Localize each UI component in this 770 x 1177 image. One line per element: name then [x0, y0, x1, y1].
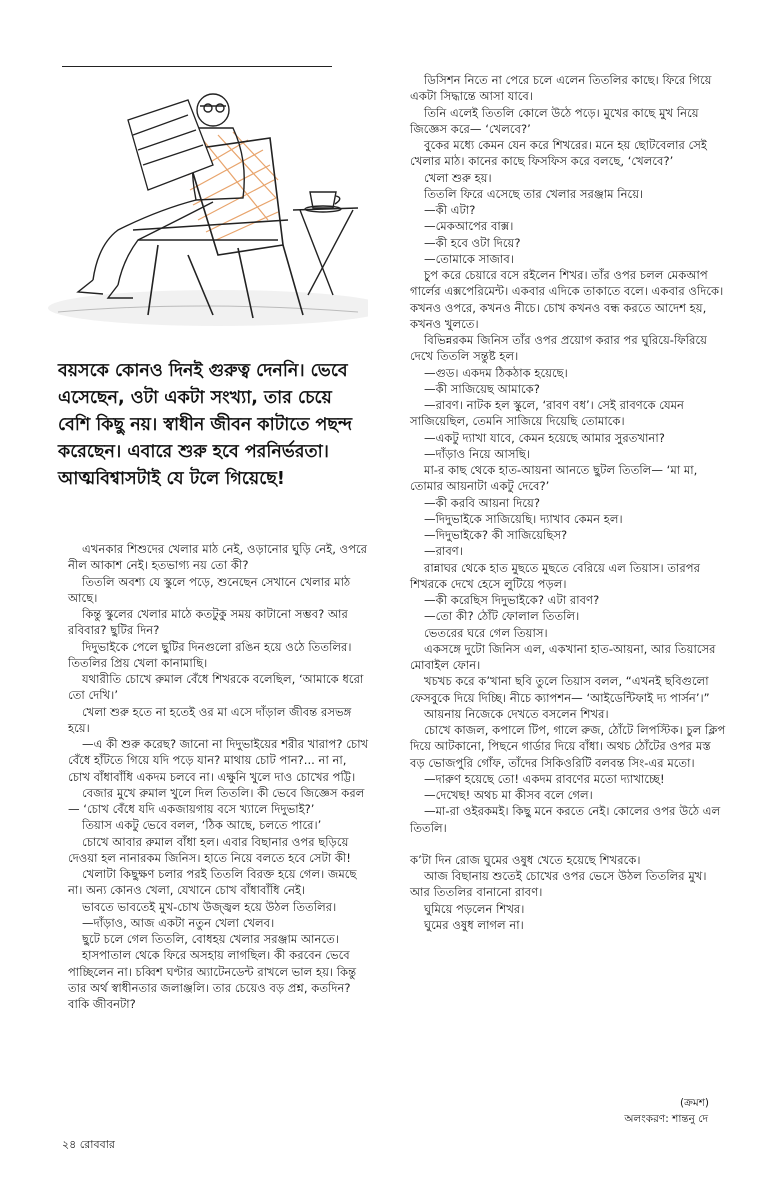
- paragraph: —কী করবি আয়না দিয়ে?: [424, 495, 541, 510]
- paragraph: একসঙ্গে দুটো জিনিস এল, একখানা হাত-আয়না, আর তিয়াসের মোবাইল ফোন।: [410, 641, 716, 672]
- paragraph: —দিদুভাইকে সাজিয়েছি। দ্যাখাব কেমন হল।: [424, 511, 623, 526]
- paragraph: তিয়াস একটু ভেবে বলল, ‘ঠিক আছে, চলতে পারে।’: [82, 818, 322, 833]
- paragraph: দিদুভাইকে পেলে ছুটির দিনগুলো রঙিন হয়ে ওঠে তিতলির। তিতলির প্রিয় খেলা কানামাছি।: [68, 639, 352, 670]
- paragraph: মা-র কাছ থেকে হাত-আয়না আনতে ছুটল তিতলি— ‘মা মা, তোমার আয়নাটা একটু দেবে?’: [410, 463, 698, 494]
- paragraph: —মা-রা ওইরকমই। কিছু মনে করতে নেই। কোলের ওপর উঠে এল তিতলি।: [410, 804, 721, 835]
- paragraph: চুপ করে চেয়ারে বসে রইলেন শিখর। তাঁর ওপর চলল মেকআপ গার্লের এক্সপেরিমেন্ট। একবার এদিকে তাকাতে বলে। একবার ওদিকে। কখনও ওপরে, কখনও নীচে। চোখ কখনও বন্ধ করতে আদেশ হয়, কখনও খুলতে।: [410, 268, 724, 331]
- paragraph: —মেকআপের বাক্স।: [424, 219, 514, 234]
- paragraph: —গুড। একদম ঠিকঠাক হয়েছে।: [424, 365, 568, 380]
- paragraph: খেলা শুরু হতে না হতেই ওর মা এসে দাঁড়াল জীবন্ত রসভঙ্গ হয়ে।: [68, 704, 352, 735]
- paragraph: বিভিন্নরকম জিনিস তাঁর ওপর প্রয়োগ করার পর ঘুরিয়ে-ফিরিয়ে দেখে তিতলি সন্তুষ্ট হল।: [410, 333, 707, 364]
- paragraph: খেলা শুরু হয়।: [424, 170, 492, 185]
- paragraph: হাসপাতাল থেকে ফিরে অসহায় লাগছিল। কী করবেন ভেবে পাচ্ছিলেন না। চব্বিশ ঘণ্টার অ্যাটেনডেন্ট রাখলে ভাল হয়। কিন্তু তার অর্থ স্বাধীনতার জলাঞ্জলি। তার চেয়েও বড় প্রশ্ন, কতদিন? বাকি জীবনটা?: [68, 948, 357, 1011]
- story-column-right: [410, 72, 728, 933]
- paragraph: —দিদুভাইকে? কী সাজিয়েছিস?: [424, 528, 568, 542]
- paragraph: যথারীতি চোখে রুমাল বেঁধে শিখরকে বলেছিল, ‘আমাকে ধরো তো দেখি।’: [68, 672, 364, 703]
- paragraph: বেজার মুখে রুমাল খুলে দিল তিতলি। কী ভেবে জিজ্ঞেস করল— ‘চোখ বেঁধে যদি একজায়গায় বসে খ্যালে দিদুভাই?’: [68, 785, 365, 816]
- paragraph: —কী করেছিস দিদুভাইকে? এটা রাবণ?: [424, 593, 600, 607]
- paragraph: তিতলি ফিরে এসেছে তার খেলার সরঞ্জাম নিয়ে।: [424, 186, 644, 201]
- paragraph: খচখচ করে ক’খানা ছবি তুলে তিয়াস বলল, “এখনই ছবিগুলো ফেসবুকে দিয়ে দিচ্ছি। নীচে ক্যাপশন— ‘আইডেন্টিফাই দ্য পার্সন’।”: [410, 674, 710, 705]
- paragraph: ডিসিশন নিতে না পেরে চলে এলেন তিতলির কাছে। ফিরে গিয়ে একটা সিদ্ধান্তে আসা যাবে।: [410, 73, 712, 104]
- paragraph: —দারুণ হয়েছে তো! একদম রাবণের মতো দ্যাখাচ্ছে!: [424, 771, 665, 786]
- paragraph: —দাঁড়াও নিয়ে আসছি।: [424, 446, 530, 461]
- illustration-credit: অলংকরণ: শান্তনু দে: [624, 1113, 708, 1125]
- paragraph: —দাঁড়াও, আজ একটা নতুন খেলা খেলব।: [82, 915, 275, 930]
- paragraph: —দেখেছ! অথচ মা কীসব বলে গেল।: [424, 788, 593, 802]
- page-folio: ২৪ রোববার: [62, 1138, 115, 1151]
- paragraph: ছুটে চলে গেল তিতলি, বোধহয় খেলার সরঞ্জাম আনতে।: [82, 932, 339, 946]
- paragraph: ভাবতে ভাবতেই মুখ-চোখ উজ্জ্বল হয়ে উঠল তিতলির।: [82, 899, 337, 914]
- paragraph: বুকের মধ্যে কেমন যেন করে শিখরের। মনে হয় ছোটবেলার সেই খেলার মাঠ। কানের কাছে ফিসফিস করে বলছে, ‘খেলবে?’: [410, 138, 707, 169]
- story-column-left: [68, 541, 370, 1012]
- paragraph: খেলাটা কিছুক্ষণ চলার পরই তিতলি বিরক্ত হয়ে গেল। জমছে না। অন্য কোনও খেলা, যেখানে চোখ বাঁধাবাঁধি নেই।: [68, 867, 357, 898]
- paragraph: ঘুমের ওষুধ লাগল না।: [424, 917, 524, 932]
- paragraph: ভেতরের ঘরে গেল তিয়াস।: [424, 625, 548, 640]
- top-rule: [62, 66, 332, 67]
- paragraph: কিন্তু স্কুলের খেলার মাঠে কতটুকু সময় কাটানো সম্ভব? আর রবিবার? ছুটির দিন?: [68, 607, 348, 638]
- paragraph: আয়নায় নিজেকে দেখতে বসলেন শিখর।: [424, 706, 609, 721]
- paragraph: চোখে কাজল, কপালে টিপ, গালে রুজ, ঠোঁটে লিপস্টিক। চুল ক্লিপ দিয়ে আটকানো, পিছনে গার্ডার দিয়ে বাঁধা। অথচ ঠোঁটের ওপর মস্ত বড় ভোজপুরি গোঁফ, তাঁদের সিকিওরিটি বলবন্ত সিং-এর মতো।: [410, 723, 726, 770]
- man-reading-newspaper-illustration: [38, 80, 368, 330]
- paragraph: ক’টা দিন রোজ ঘুমের ওষুধ খেতে হয়েছে শিখরকে।: [410, 852, 641, 867]
- paragraph: তিতলি অবশ্য যে স্কুলে পড়ে, শুনেছেন সেখানে খেলার মাঠ আছে।: [68, 574, 351, 605]
- paragraph: —রাবণ। নাটক হল স্কুলে, ‘রাবণ বধ’। সেই রাবণকে যেমন সাজিয়েছিল, তেমনি সাজিয়ে দিয়েছি তোমাকে।: [410, 398, 684, 429]
- series-note: (ক্রমশ): [680, 1097, 710, 1109]
- paragraph: চোখে আবার রুমাল বাঁধা হল। এবার বিছানার ওপর ছড়িয়ে দেওয়া হল নানারকম জিনিস। হাতে নিয়ে বলতে হবে সেটা কী!: [68, 834, 351, 865]
- pull-quote: বয়সকে কোনও দিনই গুরুত্ব দেননি। ভেবে এসেছেন, ওটা একটা সংখ্যা, তার চেয়ে বেশি কিছু নয়। স্বাধীন জীবন কাটাতে পছন্দ করেছেন। এবারে শুরু হবে পরনির্ভরতা। আত্মবিশ্বাসটাই যে টলে গিয়েছে!: [58, 361, 353, 489]
- paragraph: —কী হবে ওটা দিয়ে?: [424, 235, 521, 250]
- paragraph: —একটু দ্যাখা যাবে, কেমন হয়েছে আমার সুরতখানা?: [424, 430, 665, 445]
- paragraph: এখনকার শিশুদের খেলার মাঠ নেই, ওড়ানোর ঘুড়ি নেই, ওপরে নীল আকাশ নেই। হতভাগ্য নয় তো কী?: [68, 542, 368, 573]
- paragraph: —কী সাজিয়েছ আমাকে?: [424, 381, 540, 396]
- paragraph: ঘুমিয়ে পড়লেন শিখর।: [424, 901, 525, 916]
- paragraph: —রাবণ।: [424, 544, 463, 559]
- paragraph: —কী এটা?: [424, 203, 476, 217]
- paragraph: তিনি এলেই তিতলি কোলে উঠে পড়ে। মুখের কাছে মুখ নিয়ে জিজ্ঞেস করে— ‘খেলবে?’: [410, 105, 699, 136]
- paragraph: —তো কী? ঠোঁট ফোলাল তিতলি।: [424, 609, 580, 624]
- paragraph: রান্নাঘর থেকে হাত মুছতে মুছতে বেরিয়ে এল তিয়াস। তারপর শিখরকে দেখে হেসে লুটিয়ে পড়ল।: [410, 560, 701, 591]
- paragraph: —তোমাকে সাজাব।: [424, 251, 514, 266]
- paragraph: —এ কী শুরু করেছ? জানো না দিদুভাইয়ের শরীর খারাপ? চোখ বেঁধে হাঁটতে গিয়ে যদি পড়ে যান? মাথায় চোট পান?... না না, চোখ বাঁধাবাঁধি একদম চলবে না। এক্ষুনি খুলে দাও চোখের পট্টি।: [68, 737, 369, 784]
- paragraph: আজ বিছানায় শুতেই চোখের ওপর ভেসে উঠল তিতলির মুখ। আর তিতলির বানানো রাবণ।: [410, 869, 707, 900]
